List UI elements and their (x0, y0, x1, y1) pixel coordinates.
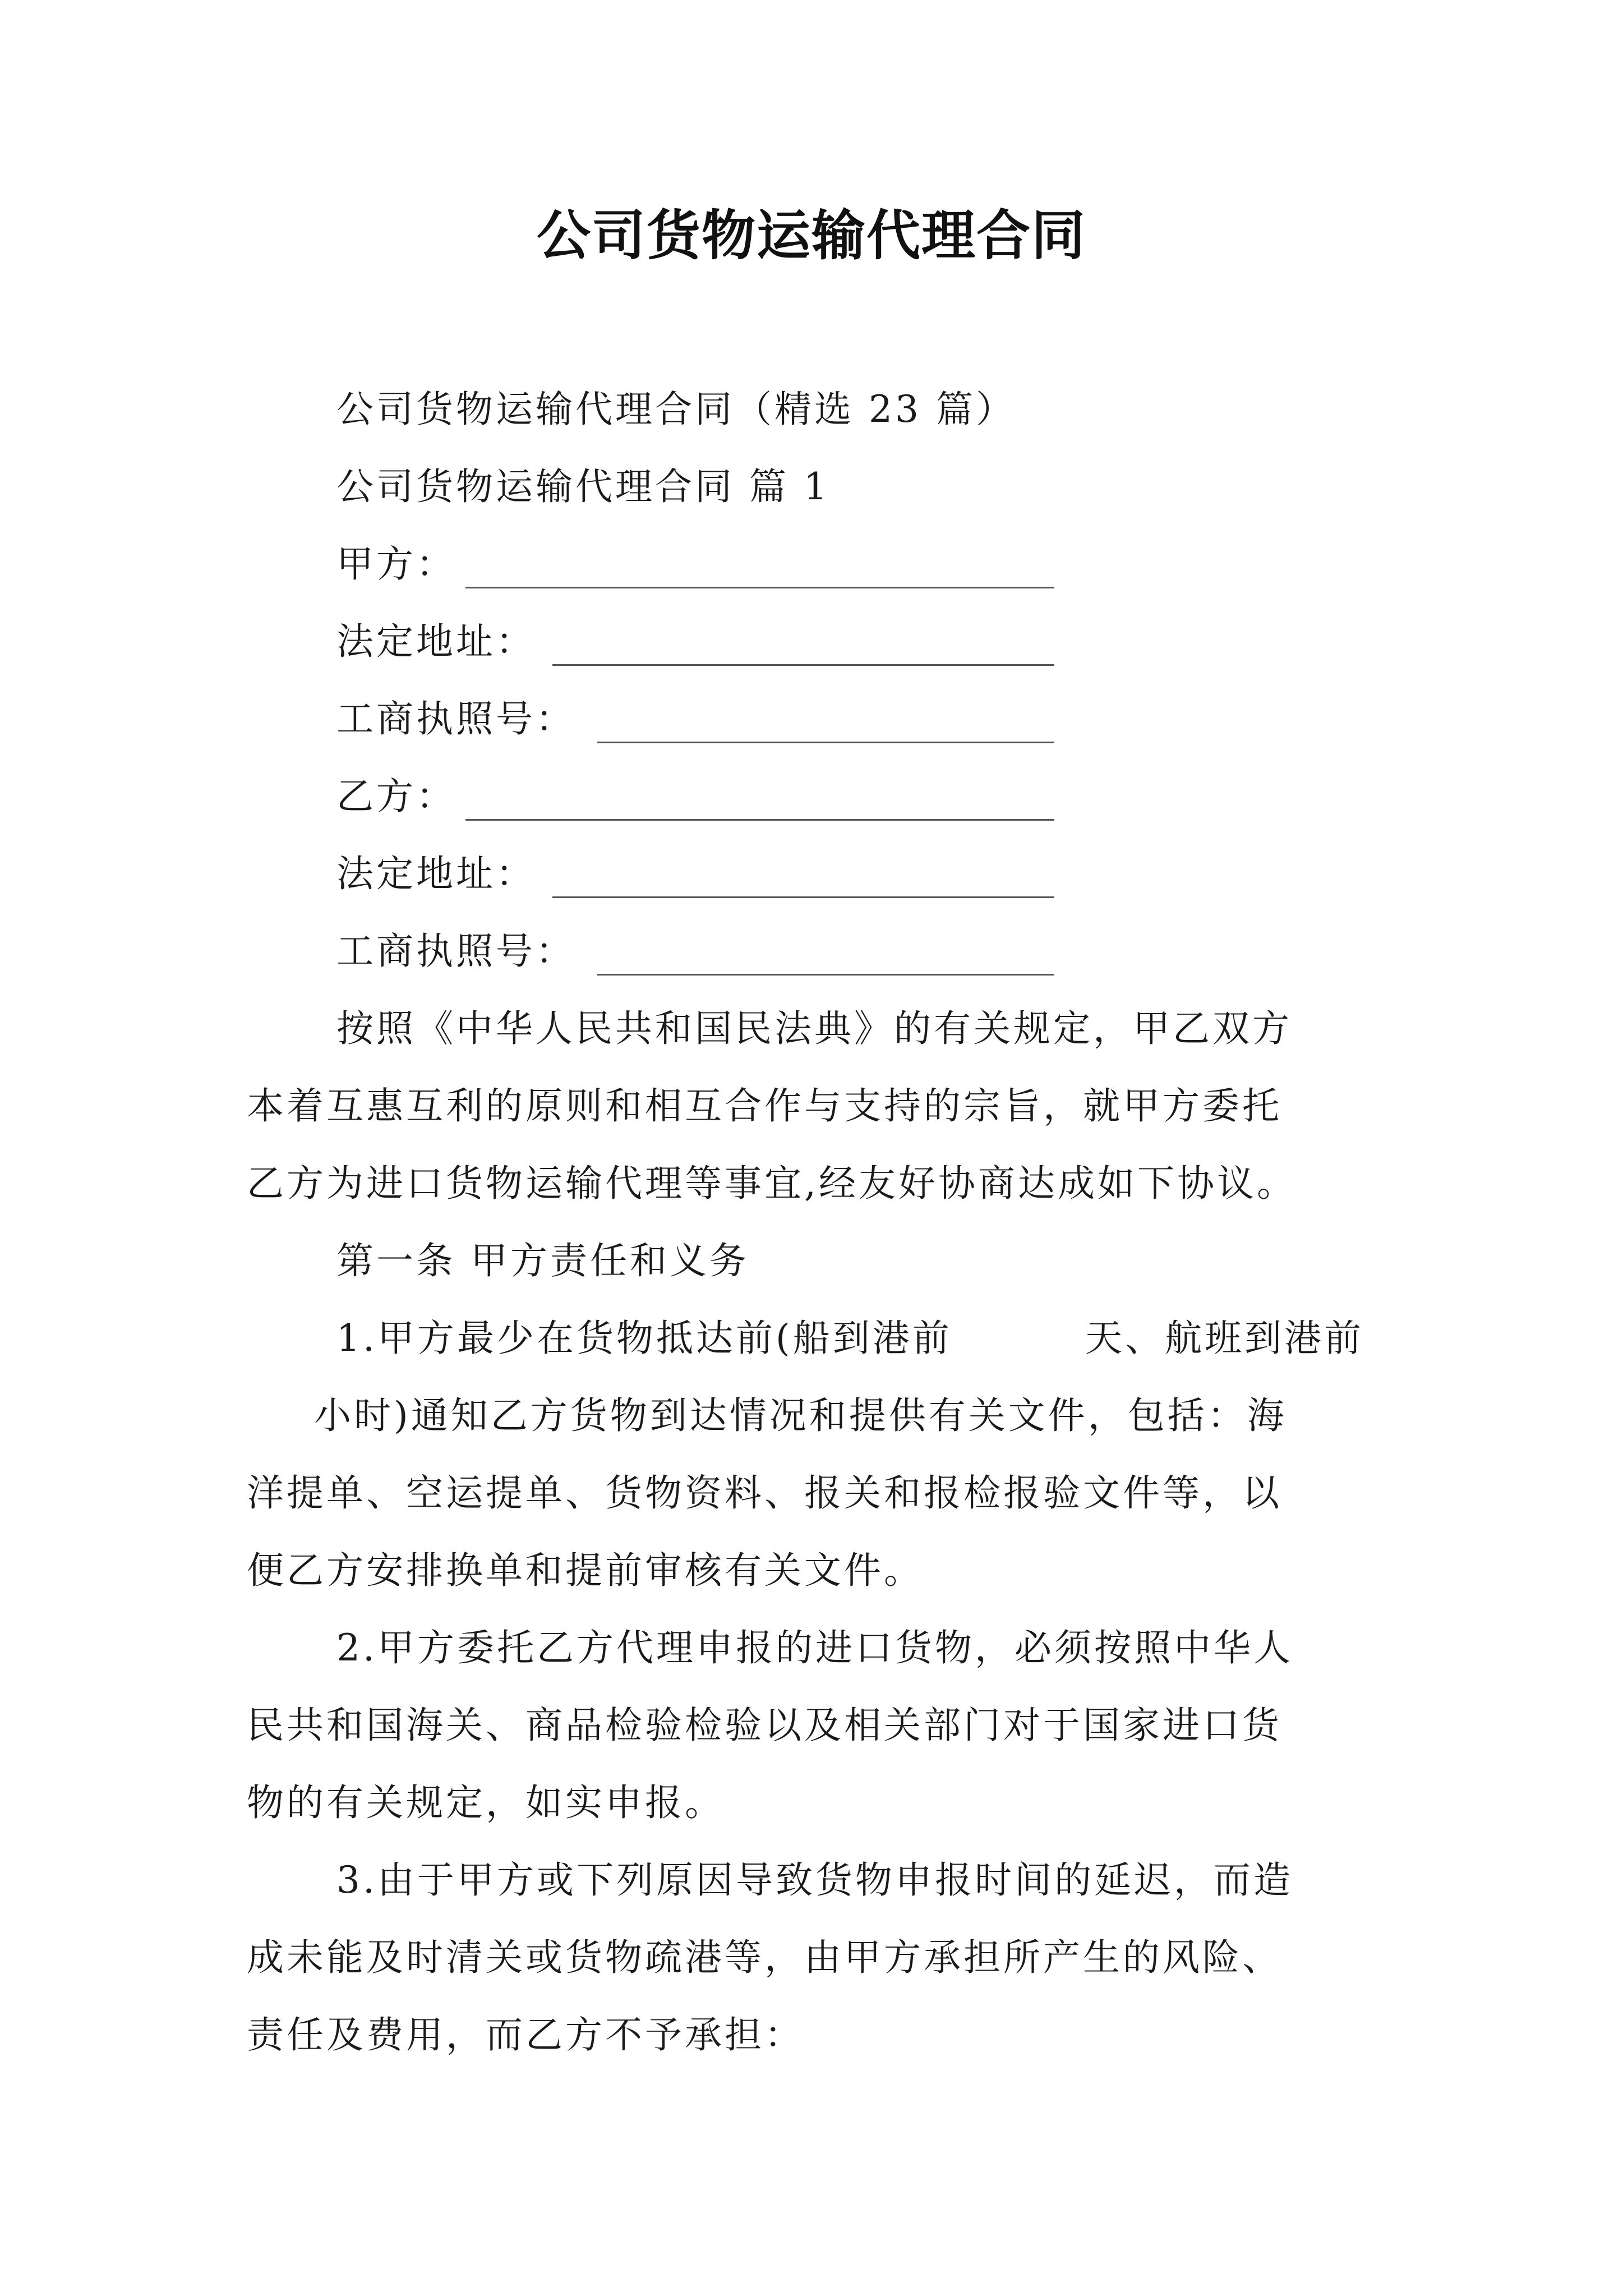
section-heading: 公司货物运输代理合同 篇 1 (336, 465, 830, 508)
clause-3-line-1: 3.由于甲方或下列原因导致货物申报时间的延迟，而造 (336, 1858, 1293, 1902)
party-b-address-label: 法定地址： (336, 852, 536, 895)
page-title: 公司货物运输代理合同 (537, 204, 1086, 267)
party-a-license-blank (597, 742, 1054, 743)
clause-3-line-2: 成未能及时清关或货物疏港等，由甲方承担所产生的风险、 (247, 1936, 1282, 1979)
article-1-heading: 第一条 甲方责任和义务 (336, 1239, 749, 1282)
party-b-address-blank (552, 896, 1054, 898)
intro-line-3: 乙方为进口货物运输代理等事宜,经友好协商达成如下协议。 (247, 1162, 1297, 1205)
clause-3-line-3: 责任及费用，而乙方不予承担： (247, 2013, 804, 2056)
intro-line-2: 本着互惠互利的原则和相互合作与支持的宗旨，就甲方委托 (247, 1084, 1282, 1128)
clause-2-line-3: 物的有关规定，如实申报。 (247, 1781, 725, 1824)
party-a-label: 甲方： (336, 542, 456, 586)
party-a-license-label: 工商执照号： (336, 697, 575, 740)
clause-1-line-3: 洋提单、空运提单、货物资料、报关和报检报验文件等，以 (247, 1471, 1282, 1515)
party-a-blank (465, 587, 1054, 588)
clause-2-line-1: 2.甲方委托乙方代理申报的进口货物，必须按照中华人 (336, 1626, 1293, 1669)
clause-1-line-2: 小时)通知乙方货物到达情况和提供有关文件，包括：海 (314, 1394, 1287, 1437)
clause-1-line-1b: 天、航班到港前 (1085, 1317, 1364, 1360)
party-a-address-blank (552, 664, 1054, 666)
intro-line-1: 按照《中华人民共和国民法典》的有关规定，甲乙双方 (336, 1007, 1292, 1050)
party-a-address-label: 法定地址： (336, 620, 536, 663)
clause-1-line-1a: 1.甲方最少在货物抵达前(船到港前 (336, 1317, 952, 1360)
party-b-license-label: 工商执照号： (336, 930, 575, 973)
clause-2-line-2: 民共和国海关、商品检验检验以及相关部门对于国家进口货 (247, 1704, 1282, 1747)
subtitle: 公司货物运输代理合同（精选 23 篇） (336, 388, 1016, 431)
party-b-license-blank (597, 974, 1054, 976)
party-b-blank (465, 819, 1054, 821)
party-b-label: 乙方： (336, 775, 456, 818)
clause-1-line-4: 便乙方安排换单和提前审核有关文件。 (247, 1549, 924, 1592)
